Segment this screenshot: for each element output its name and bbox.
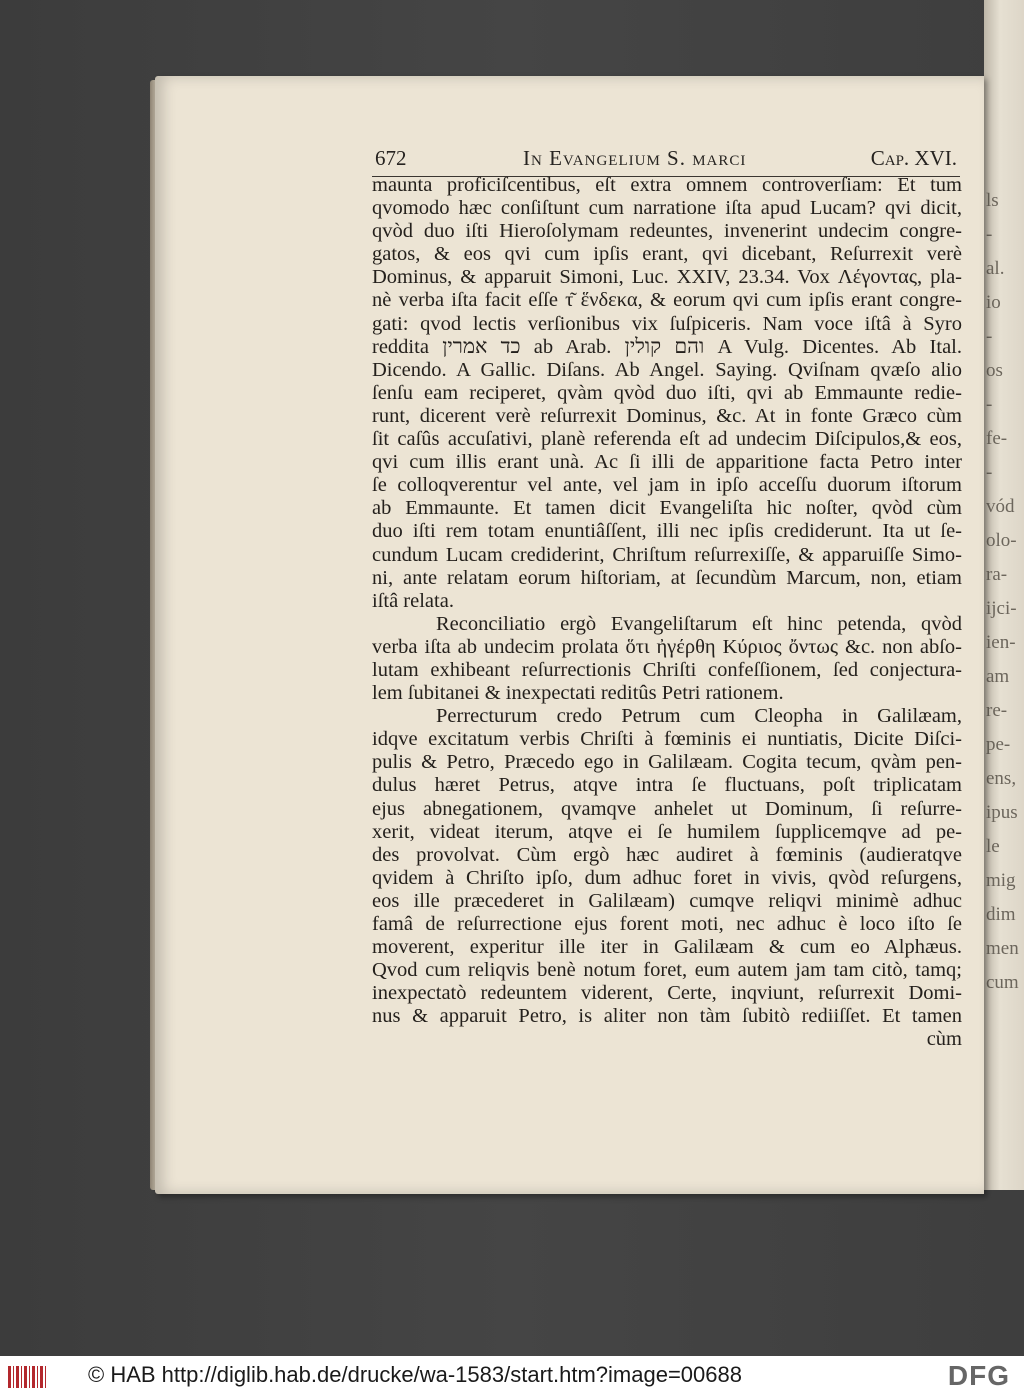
facing-page-fragment: ens,	[986, 768, 1017, 789]
facing-page-fragment: io	[986, 292, 1001, 313]
text-line: Reconciliatio ergò Evangeliſtarum eſt hinc petenda, qvòd	[436, 612, 962, 635]
text-line: duo iſti rem totam enuntiâſſent, illi nec ipſis crediderunt. Ita ut ſe-	[372, 520, 962, 543]
page-number: 672	[375, 146, 407, 170]
facing-page-fragment: -	[986, 462, 993, 483]
facing-page-fragment: fe-	[986, 428, 1008, 449]
text-line: verba iſta ab undecim prolata ὅτι ἠγέρθη Κύριος ὄντως &c. non abſo-	[372, 635, 962, 658]
text-line: ſit caſûs accuſativi, planè referenda eſt ad undecim Diſcipulos,& eos,	[372, 428, 962, 451]
facing-page-fragment: ien-	[986, 632, 1016, 653]
text-line: inexpectatò redeuntem viderent, Certe, inqviunt, reſurrexit Domi-	[372, 982, 962, 1005]
library-logo-icon	[8, 1366, 46, 1388]
running-title: In Evangelium S. marci	[523, 146, 747, 170]
facing-page-fragment: cum	[986, 972, 1019, 993]
facing-page-edge	[984, 0, 1024, 1190]
text-line: qvomodo hæc conſiſtunt cum narratione iſta apud Lucam? qvi dicit,	[372, 197, 962, 220]
text-line: qvidem à Chriſto ipſo, dum adhuc foret in vivis, qvòd reſurgens,	[372, 866, 962, 889]
text-line: lutam exhibeant reſurrectionis Chriſti confeſſionem, ſed conjectura-	[372, 658, 962, 681]
facing-page-fragment: vód	[986, 496, 1015, 517]
text-line: pulis & Petro, Præcedo ego in Galilæam. Cogita tecum, qvàm pen-	[372, 751, 962, 774]
facing-page-fragment: -	[986, 224, 993, 245]
text-line: eos ille præcederet in Galilæam) cumqve reliqvi minimè adhuc	[372, 889, 962, 912]
text-line: runt, dicerent verè reſurrexit Dominus, &c. At in fonte Græco cùm	[372, 404, 962, 427]
copyright-credit: © HAB http://diglib.hab.de/drucke/wa-1583/start.htm?image=00688	[88, 1362, 742, 1387]
text-line: Dominus, & apparuit Simoni, Luc. XXIV, 23.34. Vox Λέγοντας, pla-	[372, 266, 962, 289]
text-line: famâ de reſurrectione ejus forent moti, nec adhuc è loco iſto ſe	[372, 913, 962, 935]
text-line: gati: qvod lectis verſionibus vix ſuſpiceris. Nam voce iſtâ à Syro	[372, 312, 962, 335]
text-line: moverent, experitur ille iter in Galilæam & cum eo Alphæus.	[372, 936, 962, 959]
text-line: ejus abnegationem, qvamqve anhelet ut Dominum, ſi reſurre-	[372, 797, 962, 820]
footer-bar	[0, 1356, 1024, 1396]
text-line: ni, ante relatam eorum hiſtoriam, at ſecundùm Marcum, non, etiam	[372, 566, 962, 589]
text-line: nè verba iſta facit eſſe τ͂ ἕνδεκα, & eorum qvi cum ipſis erant congre-	[372, 289, 962, 312]
facing-page-fragment: al.	[986, 258, 1005, 279]
text-line: iſtâ relata.	[372, 589, 454, 612]
facing-page-fragment: olo-	[986, 530, 1017, 551]
text-line: cundum Lucam crediderint, Chriſtum reſurrexiſſe, & apparuiſſe Simo-	[372, 543, 962, 566]
facing-page-fragment: pe-	[986, 734, 1011, 755]
text-line: Perrecturum credo Petrum cum Cleopha in Galilæam,	[436, 705, 962, 728]
facing-page-fragment: ijci-	[986, 598, 1017, 619]
facing-page-fragment: re-	[986, 700, 1008, 721]
text-line: dulus hæret Petrus, atqve intra ſe fluctuans, poſt triplicatam	[372, 774, 962, 797]
facing-page-fragment: -	[986, 394, 993, 415]
text-line: qvòd duo iſti Hieroſolymam redeuntes, invenerint undecim congre-	[372, 220, 962, 243]
dfg-logo: DFG	[947, 1360, 1010, 1391]
facing-page-fragment: -	[986, 326, 993, 347]
facing-page-fragment: men	[986, 938, 1019, 959]
facing-page-fragment: am	[986, 666, 1010, 687]
facing-page-fragment: ra-	[986, 564, 1008, 585]
facing-page-fragment: os	[986, 360, 1003, 381]
text-line: ſe colloqverentur vel ante, vel jam in ipſo acceſſu duorum iſtorum	[372, 474, 962, 497]
text-line: ab Emmaunte. Et tamen dicit Evangeliſta hic noſter, qvòd cùm	[372, 497, 962, 520]
text-line: des provolvat. Cùm ergò hæc audiret à fœminis (audieratqve	[372, 843, 962, 866]
chapter-label: Cap. XVI.	[870, 146, 957, 170]
text-line: qvi cum illis erant unà. Ac ſi illi de apparitione facta Petro inter	[372, 451, 962, 474]
text-line: nus & apparuit Petro, is aliter non tàm ſubitò rediiſſet. Et tamen	[372, 1005, 962, 1028]
text-line: xerit, videat iterum, atqve ei ſe humilem ſupplicemqve ad pe-	[372, 820, 962, 843]
facing-page-fragment: dim	[986, 904, 1016, 925]
body-text	[372, 174, 962, 1052]
text-line: cùm	[926, 1028, 962, 1051]
text-line: Dicendo. A Gallic. Diſans. Ab Angel. Saying. Qviſnam qvæſo alio	[372, 358, 962, 381]
text-line: idqve excitatum verbis Chriſti à fœminis ei nuntiatis, Dicite Diſci-	[372, 728, 962, 751]
text-line: lem ſubitanei & inexpectati reditûs Petri rationem.	[372, 682, 784, 705]
facing-page-fragment: le	[986, 836, 1000, 857]
page-header	[375, 146, 965, 176]
text-line: reddita כד אמרין ab Arab. והם קולין A Vulg. Dicentes. Ab Ital.	[372, 335, 962, 358]
text-line: maunta proficiſcentibus, eſt extra omnem controverſiam: Et tum	[372, 174, 962, 196]
facing-page-fragment: ls	[986, 190, 999, 211]
text-line: ſenſu eam reciperet, qvàm qvòd duo iſti, qvi ab Emmaunte redie-	[372, 381, 962, 404]
facing-page-fragment: mig	[986, 870, 1016, 891]
facing-page-fragment: ipus	[986, 802, 1018, 823]
text-line: Qvod cum reliqvis benè notum foret, eum autem jam tam citò, tamq;	[372, 959, 962, 982]
text-line: gatos, & eos qvi cum ipſis erant, qvi dicebant, Reſurrexit verè	[372, 243, 962, 266]
